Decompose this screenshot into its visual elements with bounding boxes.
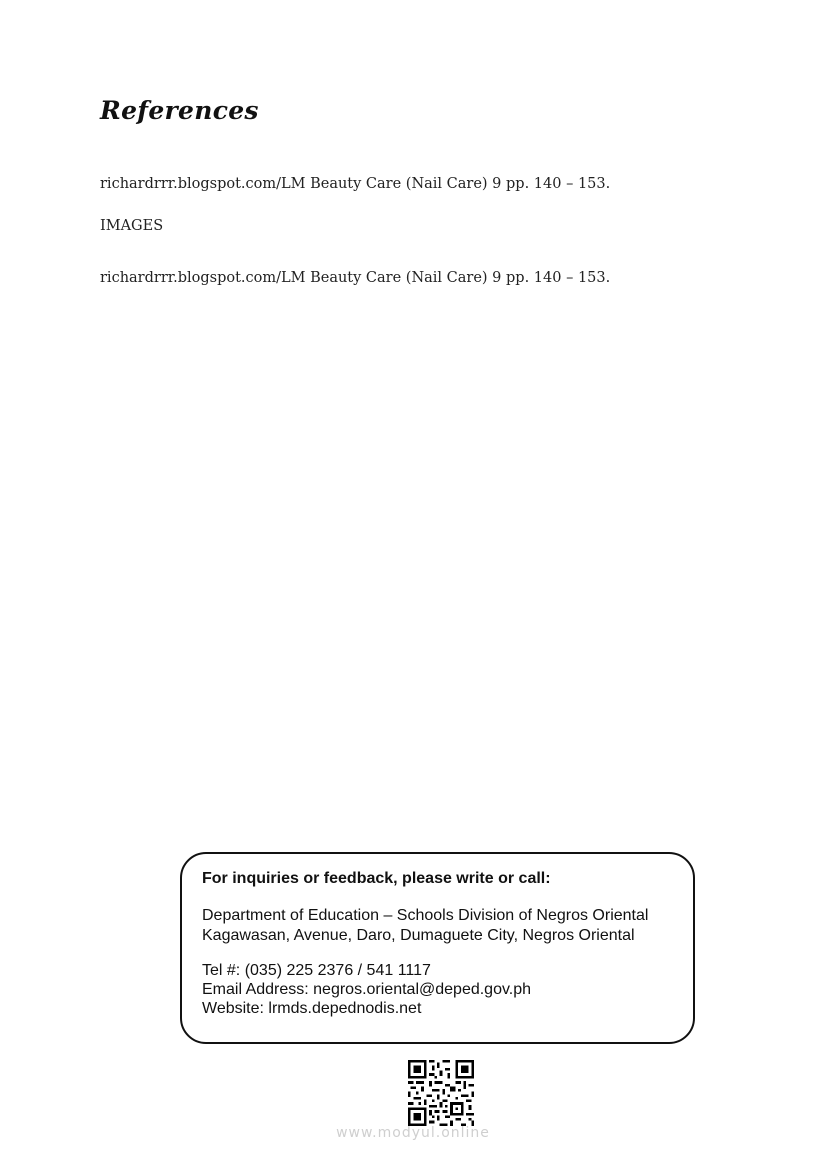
page-title: References <box>100 96 259 125</box>
contact-email: Email Address: negros.oriental@deped.gov.ph <box>202 981 532 998</box>
contact-tel: Tel #: (035) 225 2376 / 541 1117 <box>202 962 431 979</box>
contact-website: Website: lrmds.depednodis.net <box>202 1000 422 1017</box>
watermark: www.modyul.online <box>336 1125 490 1141</box>
reference-entry: richardrrr.blogspot.com/LM Beauty Care (Nail Care) 9 pp. 140 – 153. <box>100 270 611 286</box>
images-subheading: IMAGES <box>100 218 164 234</box>
contact-heading: For inquiries or feedback, please write or call: <box>202 870 551 887</box>
contact-address: Kagawasan, Avenue, Daro, Dumaguete City, Negros Oriental <box>202 927 635 944</box>
contact-department: Department of Education – Schools Division of Negros Oriental <box>202 907 649 924</box>
contact-box <box>180 852 695 1044</box>
qr-code-icon <box>408 1060 474 1126</box>
reference-entry: richardrrr.blogspot.com/LM Beauty Care (Nail Care) 9 pp. 140 – 153. <box>100 176 611 192</box>
